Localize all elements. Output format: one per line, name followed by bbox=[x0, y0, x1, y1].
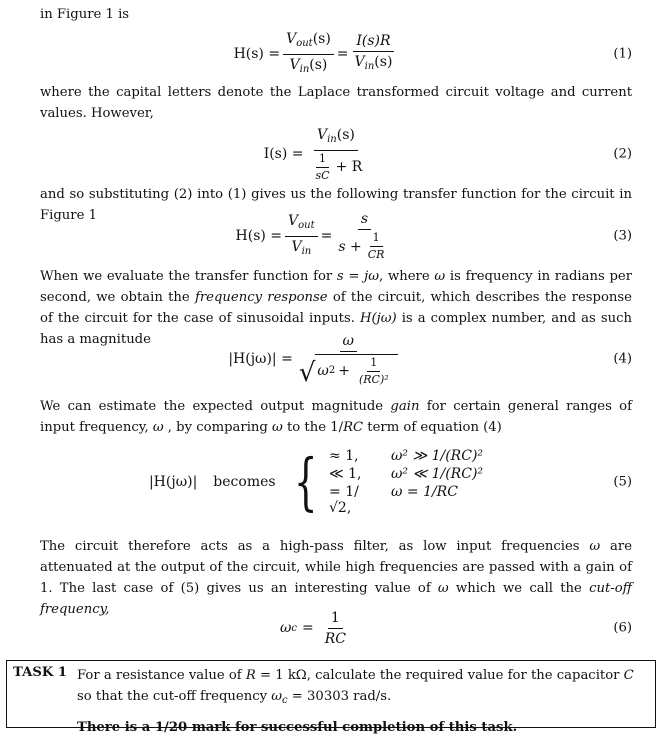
eq1-fraction-vout-vin: $\frac{V_{out}(s)}{V_{in}(s)}$ bbox=[283, 31, 334, 78]
piecewise-cases: { ≈ 1, ω² ≫ 1/(RC)² ≪ 1, ω² ≪ 1/(RC)² = 1/√2, ω = 1/RC bbox=[293, 445, 484, 518]
case-row bbox=[329, 484, 483, 516]
paragraph-gain: We can estimate the expected output magnitude gain for certain general ranges of input frequency, ω , by comparing ω to the 1/RC term of equation (4) bbox=[40, 399, 632, 435]
eq1-lhs: H(s) = bbox=[233, 46, 281, 62]
case-condition: ω = 1/RC bbox=[391, 484, 458, 500]
eq3-fraction-s: s s + $\frac{1}{CR}$ bbox=[338, 211, 385, 261]
equation-number: (6) bbox=[613, 620, 632, 636]
case-condition: ω² ≫ 1/(RC)² bbox=[391, 448, 484, 464]
equation-3: H(s) = $\frac{V_{out}}{V_{in}}$ = s s + $\frac{1}{CR}$ (3) bbox=[235, 211, 632, 261]
paragraph-substitution: and so substituting (2) into (1) gives us the following transfer function for the circuit in Figure 1 bbox=[40, 187, 632, 223]
eq2-fraction: $V_{in}(s)$ $\frac{1}{sC}$ + R bbox=[315, 126, 363, 182]
eq1-fraction-ir-vin: $\frac{I(s)R}{V_{in}(s)}$ bbox=[354, 33, 393, 72]
equation-1: H(s) = $\frac{V_{out}(s)}{V_{in}(s)}$ = $\frac{I(s)R}{V_{in}(s)}$ (1) bbox=[40, 26, 632, 82]
task-label: TASK 1 bbox=[13, 665, 68, 680]
equation-4: |H(jω)| = ω √ ω 2 + $\frac{1}{\text{(RC)²}}$ (4) bbox=[228, 332, 632, 388]
case-value: ≈ 1, bbox=[329, 448, 359, 464]
equation-number: (5) bbox=[613, 474, 632, 490]
equation-2: I(s) = $V_{in}(s)$ $\frac{1}{sC}$ + R (2) bbox=[263, 126, 632, 182]
case-row bbox=[329, 448, 483, 464]
paragraph-high-pass: The circuit therefore acts as a high-pass filter, as low input frequencies ω are attenuated at the output of the circuit, while high frequencies are passed with a gain of 1. The last case of (5) gives us an interesting value of ω which we call the cut-off frequency, bbox=[40, 539, 632, 617]
equation-number: (4) bbox=[613, 351, 632, 367]
task-mark-note: There is a 1/20 mark for successful completion of this task. bbox=[77, 720, 518, 735]
paragraph-laplace: where the capital letters denote the Laplace transformed circuit voltage and current values. However, bbox=[40, 85, 632, 121]
task-body: For a resistance value of R = 1 kΩ, calculate the required value for the capacitor C so that the cut-off frequency $\omega_c = 30303$ rad/s. There is a 1/20 mark for successful completion of this task. bbox=[77, 665, 643, 738]
equation-number: (1) bbox=[613, 46, 632, 62]
intro-fragment: in Figure 1 is bbox=[40, 7, 130, 22]
case-row bbox=[329, 466, 483, 482]
case-value: ≪ 1, bbox=[329, 466, 362, 482]
eq4-fraction: ω √ ω 2 + $\frac{1}{\text{(RC)²}}$ bbox=[296, 333, 401, 386]
case-condition: ω² ≪ 1/(RC)² bbox=[391, 466, 484, 482]
equation-5: |H(jω)| becomes { ≈ 1, ω² ≫ 1/(RC)² ≪ 1, ω² ≪ 1/(RC)² = 1/√2, ω = 1/RC (5) bbox=[148, 445, 632, 518]
equation-number: (3) bbox=[613, 228, 632, 244]
task-box bbox=[6, 660, 656, 735]
eq6-fraction: $\frac{1}{RC}$ bbox=[324, 609, 347, 647]
equation-6: ω c = $\frac{1}{RC}$ (6) bbox=[279, 609, 632, 647]
equation-number: (2) bbox=[613, 146, 632, 162]
square-root: √ ω 2 + $\frac{1}{\text{(RC)²}}$ bbox=[299, 354, 398, 386]
paragraph-frequency-response: When we evaluate the transfer function for s = jω, where ω is frequency in radians per second, we obtain the frequency response of the circuit, which describes the response of the circuit for the case of sinusoidal inputs. H(jω) is a complex number, and as such has a magnitude bbox=[40, 269, 632, 347]
case-value: = 1/√2, bbox=[329, 484, 359, 516]
eq3-fraction-vout-vin: $\frac{V_{out}}{V_{in}}$ bbox=[285, 213, 318, 260]
